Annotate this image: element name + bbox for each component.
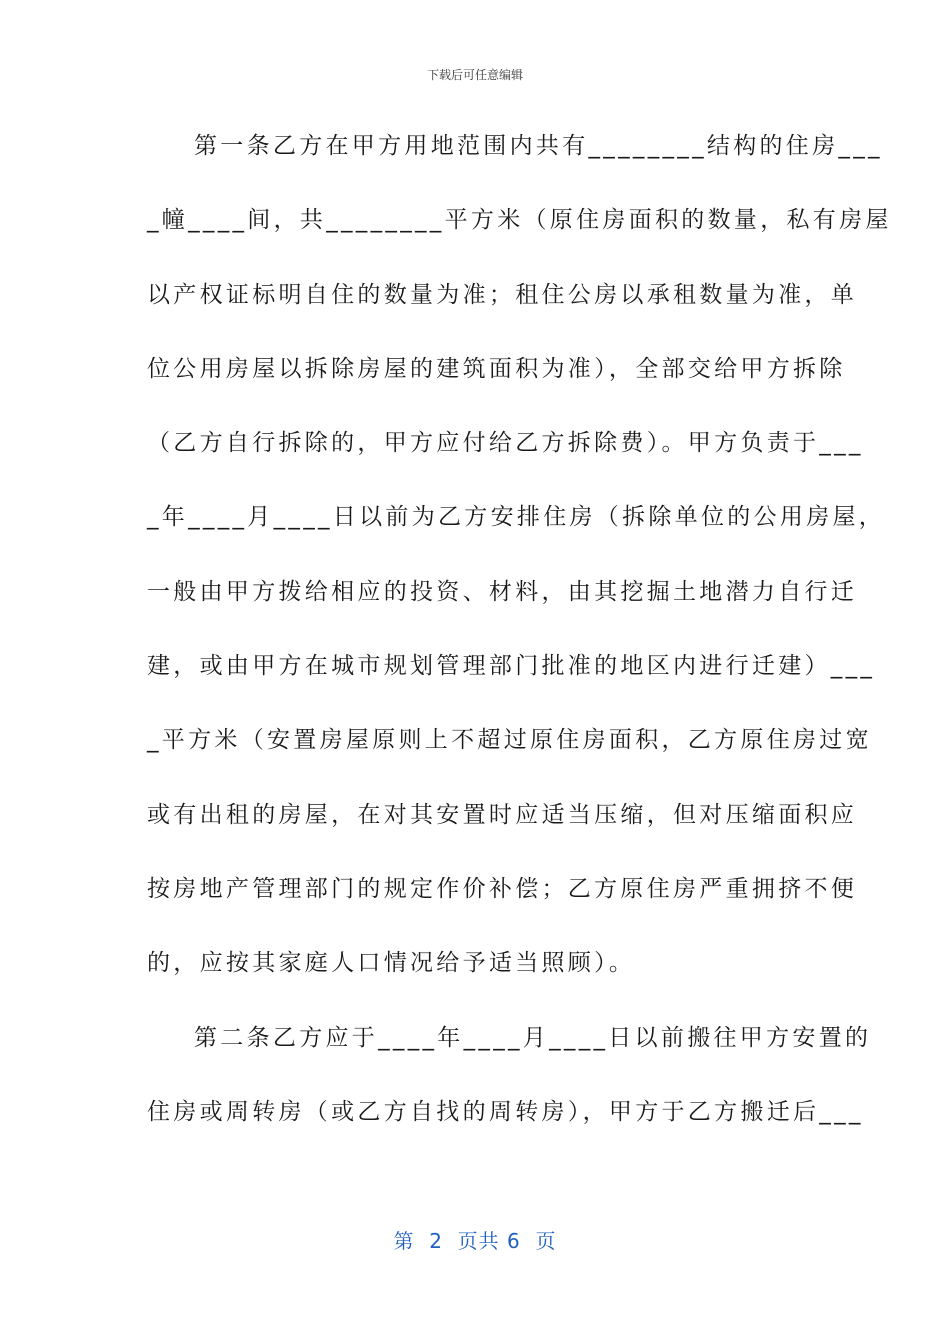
paragraph-line: 以产权证标明自住的数量为准；租住公房以承租数量为准，单 bbox=[147, 281, 858, 308]
paragraph-line: （乙方自行拆除的，甲方应付给乙方拆除费）。甲方负责于___ bbox=[147, 430, 864, 457]
paragraph-line: 或有出租的房屋，在对其安置时应适当压缩，但对压缩面积应 bbox=[147, 801, 858, 828]
paragraph-line: 住房或周转房（或乙方自找的周转房），甲方于乙方搬迁后___ bbox=[147, 1098, 864, 1125]
page-header-note: 下载后可任意编辑 bbox=[426, 68, 523, 82]
paragraph-line: _年____月____日以前为乙方安排住房（拆除单位的公用房屋， bbox=[147, 504, 886, 531]
paragraph-line: 一般由甲方拨给相应的投资、材料，由其挖掘土地潜力自行迁 bbox=[147, 578, 858, 605]
paragraph-line: _幢____间，共________平方米（原住房面积的数量，私有房屋 bbox=[147, 207, 892, 234]
paragraph-line: 第二条乙方应于____年____月____日以前搬往甲方安置的 bbox=[194, 1024, 872, 1051]
page-number-footer: 第 2 页共 6 页 bbox=[393, 1229, 557, 1253]
paragraph-line: 建，或由甲方在城市规划管理部门批准的地区内进行迁建）___ bbox=[147, 653, 876, 680]
paragraph-line: 第一条乙方在甲方用地范围内共有________结构的住房___ bbox=[194, 133, 883, 159]
paragraph-line: 位公用房屋以拆除房屋的建筑面积为准），全部交给甲方拆除 bbox=[147, 355, 846, 382]
document-body bbox=[147, 126, 892, 1166]
paragraph-line: 按房地产管理部门的规定作价补偿；乙方原住房严重拥挤不便 bbox=[147, 875, 858, 902]
paragraph-line: 的，应按其家庭人口情况给予适当照顾）。 bbox=[147, 950, 636, 977]
paragraph-line: _平方米（安置房屋原则上不超过原住房面积，乙方原住房过宽 bbox=[147, 727, 872, 754]
